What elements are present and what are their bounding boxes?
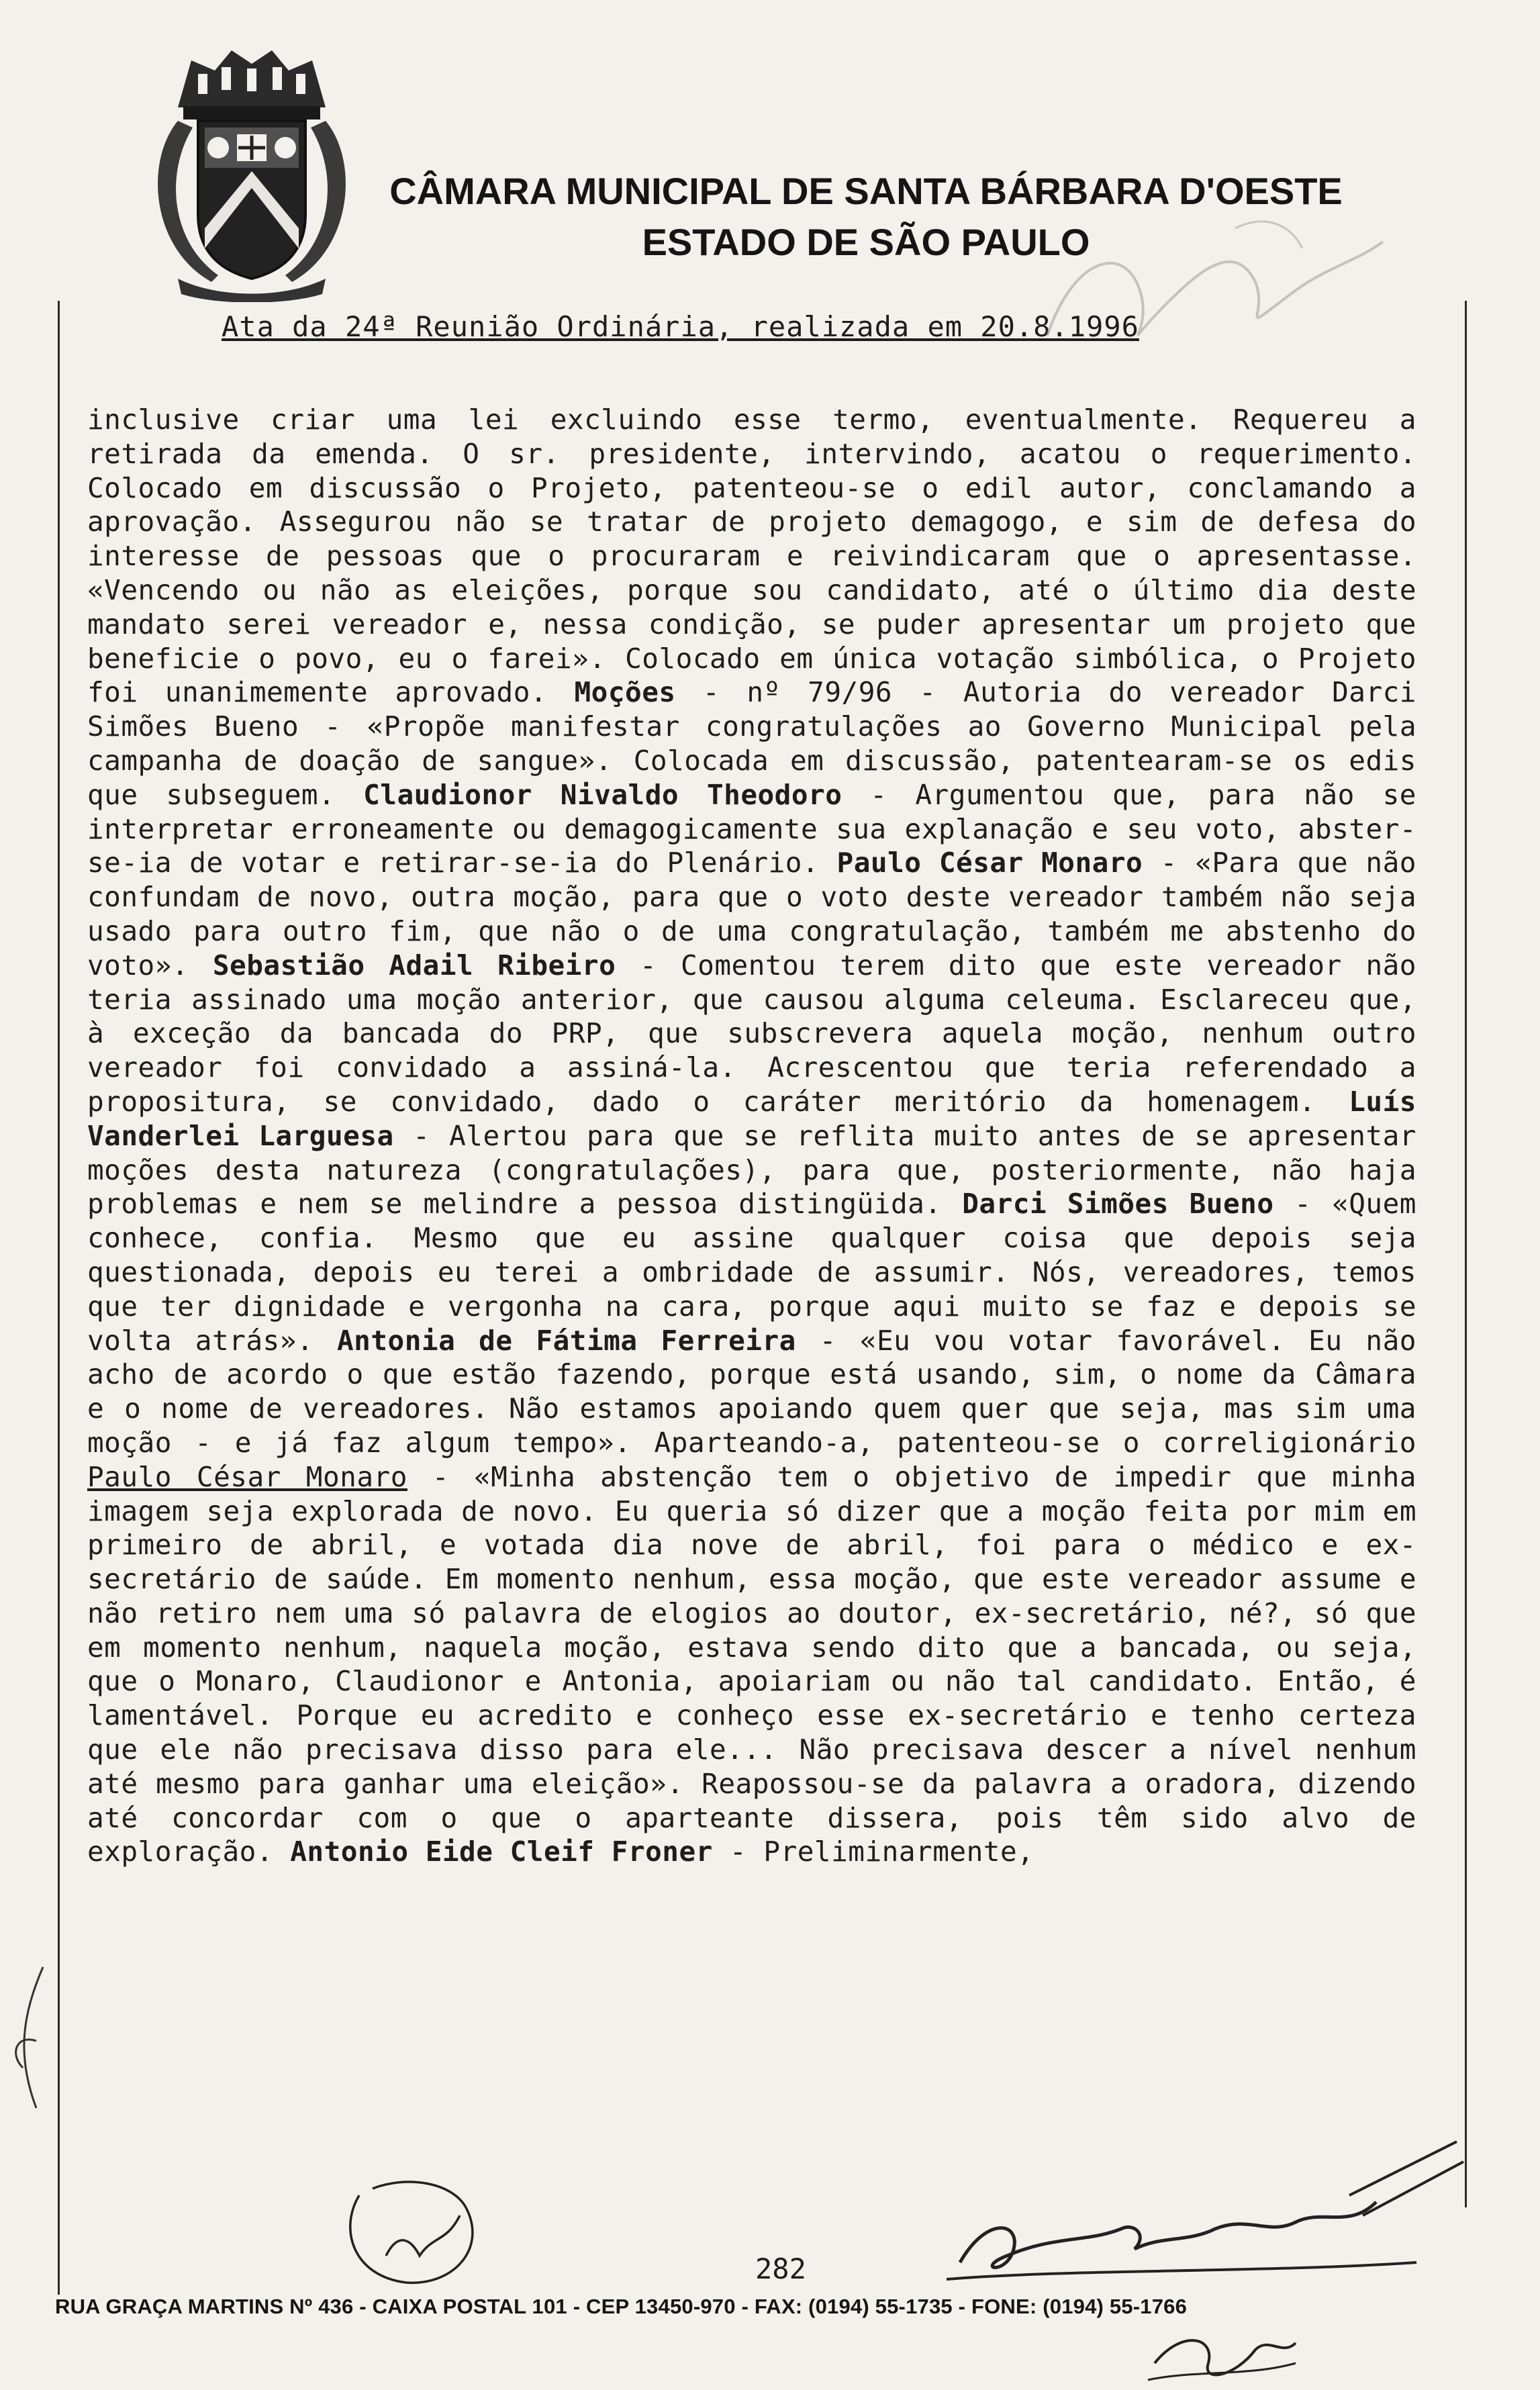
body-text-segment: - «Quem conhece, confia. Mesmo que eu assine qualquer coisa que depois seja questionada, depois eu terei a ombridade de assumir. Nós, vereadores, temos que ter dignidade e vergonha na cara, porque aqui muito se faz e depois se volta atrás».: [87, 1188, 1416, 1357]
body-text-segment: - Comentou terem dito que este vereador não teria assinado uma moção anterior, que causou alguma celeuma. Esclareceu que, à exceção da bancada do PRP, que subscrevera aquela moção, nenhum outro vereador foi convidado a assiná-la. Acrescentou que teria referendado a propositura, se convidado, dado o caráter meritório da homenagem.: [87, 949, 1416, 1118]
body-text-segment: - Alertou para que se reflita muito antes de se apresentar moções desta natureza (congratulações), para que, posteriormente, não haja problemas e nem se melindre a pessoa distingüida.: [87, 1119, 1416, 1221]
body-text-segment: - Preliminarmente,: [712, 1835, 1034, 1868]
speaker-darci: Darci Simões Bueno: [962, 1188, 1274, 1221]
page-number: 282: [755, 2252, 806, 2285]
body-text-segment: - «Para que não confundam de novo, outra moção, para que o voto deste vereador também não seja usado para outro fim, que não o de uma congratulação, também me abstenho do voto».: [87, 847, 1416, 982]
municipal-coat-of-arms: [151, 47, 352, 302]
speaker-luis: Luís Vanderlei Larguesa: [87, 1085, 1416, 1152]
speaker-sebastiao: Sebastião Adail Ribeiro: [212, 949, 616, 982]
underlined-name-paulo: Paulo César Monaro: [87, 1460, 407, 1493]
state-name: ESTADO DE SÃO PAULO: [642, 221, 1090, 263]
body-text-segment: - «Minha abstenção tem o objetivo de impedir que minha imagem seja explorada de novo. Eu queria só dizer que a moção feita por mim em primeiro de abril, e votada dia nove de abril, foi para o médico e ex-secretário de saúde. Em momento nenhum, essa moção, que este vereador assume e não retiro nem uma só palavra de elogios ao doutor, ex-secretário, né?, só que em momento nenhum, naquela moção, estava sendo dito que a bancada, ou seja, que o Monaro, Claudionor e Antonia, apoiariam ou não tal candidato. Então, é lamentável. Porque eu acredito e conheço esse ex-secretário e tenho certeza que ele não precisava disso para ele... Não precisava descer a nível nenhum até mesmo para ganhar uma eleição». Reapossou-se da palavra a oradora, dizendo até concordar com o que o aparteante dissera, pois têm sido alvo de exploração.: [87, 1460, 1416, 1868]
speaker-claudionor: Claudionor Nivaldo Theodoro: [363, 778, 843, 811]
body-text-segment: - nº 79/96 - Autoria do vereador Darci Simões Bueno - «Propõe manifestar congratulações ao Governo Municipal pela campanha de doação de sangue». Colocada em discussão, patentearam-se os edis que subseguem.: [87, 676, 1416, 811]
right-margin-rule: [1465, 301, 1467, 2207]
speaker-antonio: Antonio Eide Cleif Froner: [290, 1835, 713, 1868]
speaker-paulo: Paulo César Monaro: [836, 847, 1143, 879]
footer-address: RUA GRAÇA MARTINS Nº 436 - CAIXA POSTAL 101 - CEP 13450-970 - FAX: (0194) 55-1735 - FONE: (0194) 55-1766: [55, 2295, 1188, 2318]
body-text-segment: inclusive criar uma lei excluindo esse termo, eventualmente. Requereu a retirada da emenda. O sr. presidente, intervindo, acatou o requerimento. Colocado em discussão o Projeto, patenteou-se o edil autor, conclamando a aprovação. Assegurou não se tratar de projeto demagogo, e sim de defesa do interesse de pessoas que o procuraram e reivindicaram que o apresentasse. «Vencendo ou não as eleições, porque sou candidato, até o último dia deste mandato serei vereador e, nessa condição, se puder apresentar um projeto que beneficie o povo, eu o farei». Colocado em única votação simbólica, o Projeto foi unanimemente aprovado.: [87, 403, 1416, 709]
institution-name: CÂMARA MUNICIPAL DE SANTA BÁRBARA D'OESTE: [389, 170, 1343, 212]
body-text-segment: - Argumentou que, para não se interpretar erroneamente ou demagogicamente sua explanação e seu voto, abster-se-ia de votar e retirar-se-ia do Plenário.: [87, 778, 1416, 879]
signature-bottom-right: [933, 2135, 1484, 2303]
minutes-body: [87, 403, 1416, 1869]
left-margin-rule: [58, 301, 60, 2295]
minutes-title: Ata da 24ª Reunião Ordinária, realizada em 20.8.1996: [222, 310, 1139, 343]
body-text-segment: - «Eu vou votar favorável. Eu não acho de acordo o que estão fazendo, porque está usando, sim, o nome da Câmara e o nome de vereadores. Não estamos apoiando quem quer que seja, mas sim uma moção - e já faz algum tempo». Aparteando-a, patenteou-se o correligionário: [87, 1324, 1416, 1459]
speaker-antonia: Antonia de Fátima Ferreira: [336, 1324, 796, 1357]
margin-mark-left: [3, 1960, 56, 2121]
initials-bottom-right: [1141, 2323, 1302, 2390]
initials-bottom-center: [332, 2168, 507, 2296]
heading-mocoes: Moções: [574, 676, 676, 709]
